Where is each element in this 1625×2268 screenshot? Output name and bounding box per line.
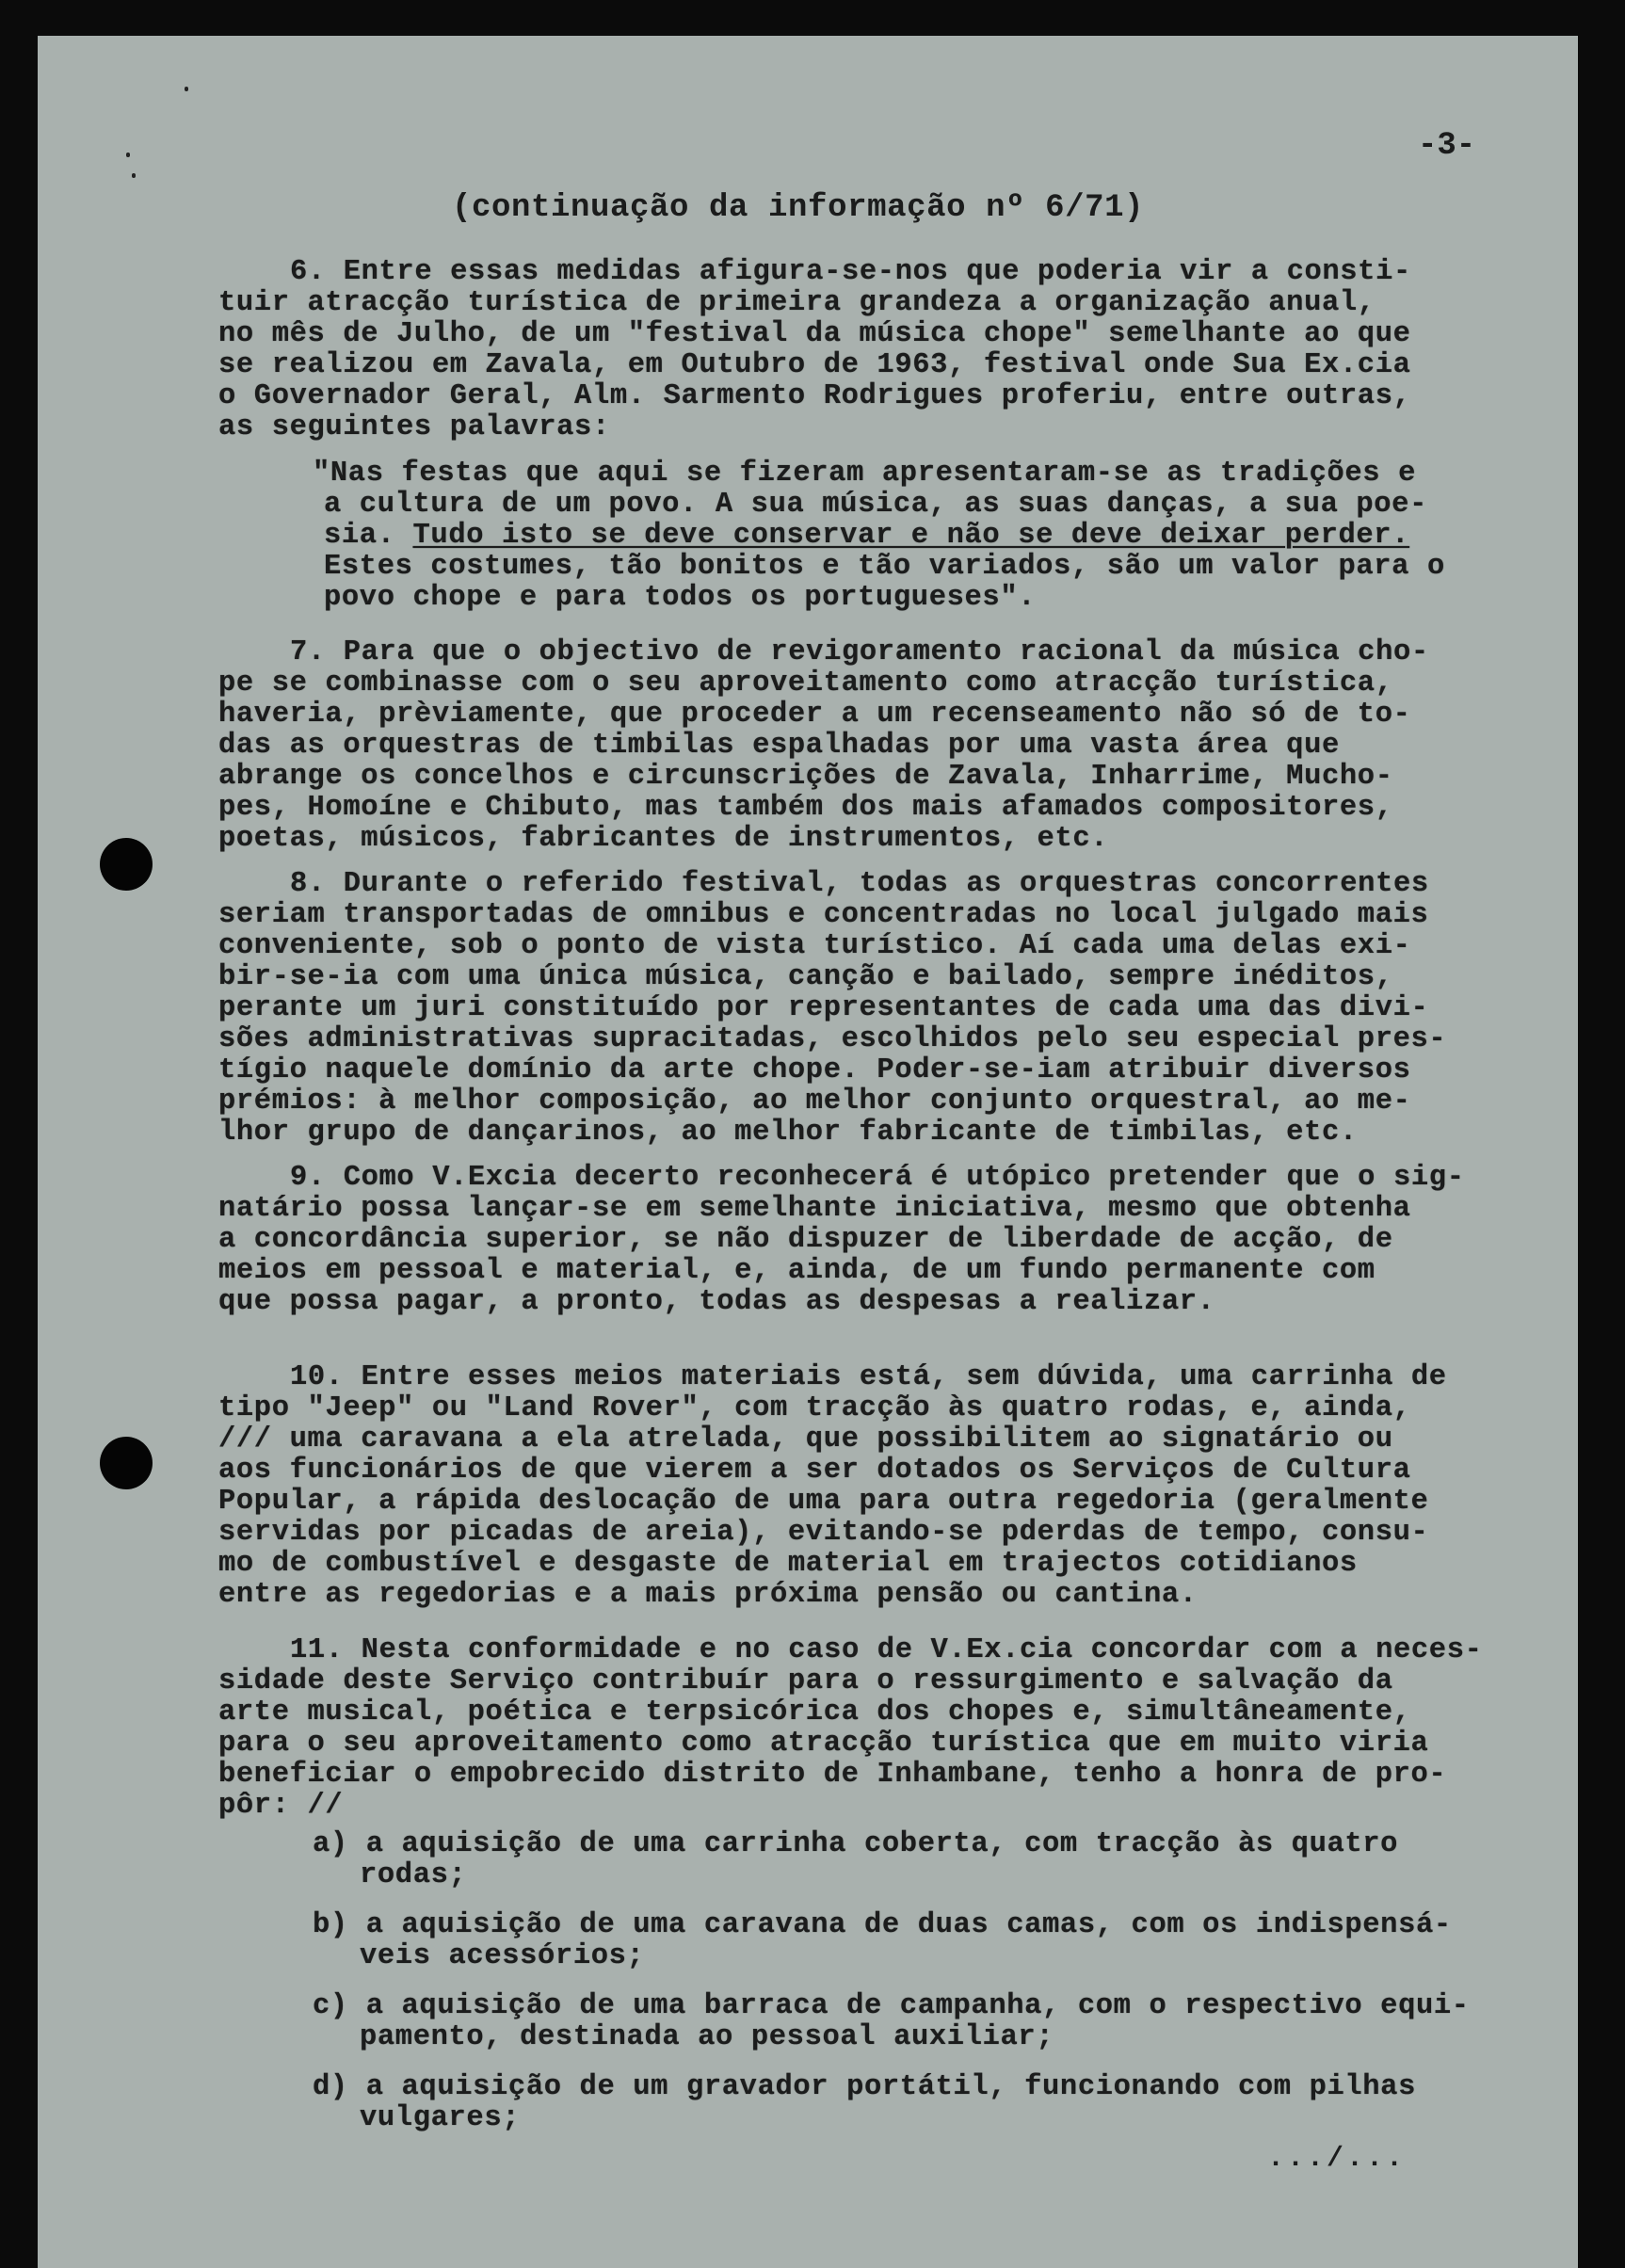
speck-mark (132, 173, 136, 178)
punch-hole-top (100, 838, 153, 891)
text-line: pamento, destinada ao pessoal auxiliar; (360, 2021, 1054, 2053)
text-line: aos funcionários de que vierem a ser dotados os Serviços de Cultura (218, 1455, 1411, 1487)
paragraph-10 (218, 1361, 1447, 1611)
text-line: tígio naquele domínio da arte chope. Poder-se-iam atribuir diversos (218, 1054, 1411, 1086)
text-line: rodas; (360, 1859, 467, 1891)
text-line: a concordância superior, se não dispuzer de liberdade de acção, de (218, 1224, 1393, 1256)
paragraph-8 (218, 868, 1447, 1149)
underlined-sentence: Tudo isto se deve conservar e não se deve deixar perder. (412, 520, 1410, 552)
text-line: as seguintes palavras: (218, 411, 610, 443)
text-line: meios em pessoal e material, e, ainda, de um fundo permanente com (218, 1255, 1376, 1287)
paragraph-7 (218, 636, 1429, 855)
text-line: vulgares; (360, 2102, 521, 2134)
text-line: servidas por picadas de areia), evitando-se pderdas de tempo, consu- (218, 1517, 1429, 1549)
text-line: tuir atracção turística de primeira grandeza a organização anual, (218, 287, 1376, 319)
text-line: das as orquestras de timbilas espalhadas por uma vasta área que (218, 730, 1340, 762)
punch-hole-bottom (100, 1437, 153, 1489)
text-line: no mês de Julho, de um "festival da música chope" semelhante ao que (218, 318, 1411, 350)
text-line: que possa pagar, a pronto, todas as despesas a realizar. (218, 1286, 1215, 1318)
text-line: lhor grupo de dançarinos, ao melhor fabricante de timbilas, etc. (218, 1117, 1358, 1149)
text-line: seriam transportadas de omnibus e concentradas no local julgado mais (218, 899, 1429, 931)
text-line: povo chope e para todos os portugueses". (324, 582, 1037, 614)
document-page (38, 36, 1578, 2268)
list-item-d (313, 2071, 1416, 2133)
text-line: 9. Como V.Excia decerto reconhecerá é utópico pretender que o sig- (290, 1162, 1465, 1194)
text-line: pôr: // (218, 1790, 344, 1822)
text-line: pe se combinasse com o seu aproveitamento como atracção turística, (218, 668, 1393, 700)
quotation (313, 458, 1445, 613)
text-line: "Nas festas que aqui se fizeram apresentaram-se as tradições e (313, 458, 1416, 490)
text-line: poetas, músicos, fabricantes de instrumentos, etc. (218, 823, 1109, 855)
text-line: d) a aquisição de um gravador portátil, funcionando com pilhas (313, 2071, 1416, 2103)
text-line: para o seu aproveitamento como atracção turística que em muito viria (218, 1728, 1429, 1760)
text-line: o Governador Geral, Alm. Sarmento Rodrigues proferiu, entre outras, (218, 380, 1411, 412)
text-line: Estes costumes, tão bonitos e tão variados, são um valor para o (324, 551, 1445, 583)
text-line: 8. Durante o referido festival, todas as orquestras concorrentes (290, 868, 1429, 900)
text-line: 6. Entre essas medidas afigura-se-nos que poderia vir a consti- (290, 256, 1411, 288)
text-line: tipo "Jeep" ou "Land Rover", com tracção às quatro rodas, e, ainda, (218, 1392, 1411, 1424)
paragraph-11 (218, 1634, 1483, 1822)
text-line: entre as regedorias e a mais próxima pensão ou cantina. (218, 1579, 1198, 1611)
list-item-a (313, 1828, 1398, 1890)
text-line: se realizou em Zavala, em Outubro de 1963, festival onde Sua Ex.cia (218, 349, 1411, 381)
text-line: perante um juri constituído por representantes de cada uma das divi- (218, 992, 1429, 1024)
list-item-b (313, 1909, 1452, 1971)
paragraph-9 (218, 1162, 1465, 1318)
speck-mark (126, 153, 130, 157)
text-line: mo de combustível e desgaste de material em trajectos cotidianos (218, 1548, 1358, 1580)
text-line: a cultura de um povo. A sua música, as suas danças, a sua poe- (324, 489, 1427, 521)
text-line (324, 520, 1445, 551)
text-line: conveniente, sob o ponto de vista turístico. Aí cada uma delas exi- (218, 930, 1411, 962)
text-line: bir-se-ia com uma única música, canção e bailado, sempre inéditos, (218, 961, 1393, 993)
speck-mark (185, 87, 188, 91)
text-fragment: sia. (324, 520, 413, 552)
text-line: veis acessórios; (360, 1940, 645, 1972)
text-line: sidade deste Serviço contribuír para o ressurgimento e salvação da (218, 1665, 1393, 1697)
text-line: /// uma caravana a ela atrelada, que possibilitem ao signatário ou (218, 1424, 1393, 1456)
page-header: (continuação da informação nº 6/71) (452, 190, 1145, 226)
text-line: a) a aquisição de uma carrinha coberta, com tracção às quatro (313, 1828, 1399, 1860)
text-line: Popular, a rápida deslocação de uma para outra regedoria (geralmente (218, 1486, 1429, 1518)
text-line: natário possa lançar-se em semelhante iniciativa, mesmo que obtenha (218, 1193, 1411, 1225)
text-line: pes, Homoíne e Chibuto, mas também dos mais afamados compositores, (218, 792, 1393, 824)
text-line: b) a aquisição de uma caravana de duas camas, com os indispensá- (313, 1909, 1452, 1941)
text-line: prémios: à melhor composição, ao melhor conjunto orquestral, ao me- (218, 1086, 1411, 1118)
text-line: abrange os concelhos e circunscrições de Zavala, Inharrime, Mucho- (218, 761, 1393, 793)
text-line: 11. Nesta conformidade e no caso de V.Ex.cia concordar com a neces- (290, 1634, 1483, 1666)
page-number: -3- (1418, 128, 1476, 164)
text-line: 10. Entre esses meios materiais está, sem dúvida, uma carrinha de (290, 1361, 1447, 1393)
text-line: sões administrativas supracitadas, escolhidos pelo seu especial pres- (218, 1023, 1447, 1055)
continuation-mark: .../... (1267, 2143, 1407, 2175)
text-line: beneficiar o empobrecido distrito de Inhambane, tenho a honra de pro- (218, 1759, 1447, 1791)
text-line: haveria, prèviamente, que proceder a um recenseamento não só de to- (218, 699, 1411, 731)
text-line: arte musical, poética e terpsicórica dos chopes e, simultâneamente, (218, 1697, 1411, 1729)
paragraph-6 (218, 256, 1411, 443)
list-item-c (313, 1990, 1470, 2052)
text-line: c) a aquisição de uma barraca de campanha, com o respectivo equi- (313, 1990, 1470, 2022)
text-line: 7. Para que o objectivo de revigoramento racional da música cho- (290, 636, 1429, 668)
